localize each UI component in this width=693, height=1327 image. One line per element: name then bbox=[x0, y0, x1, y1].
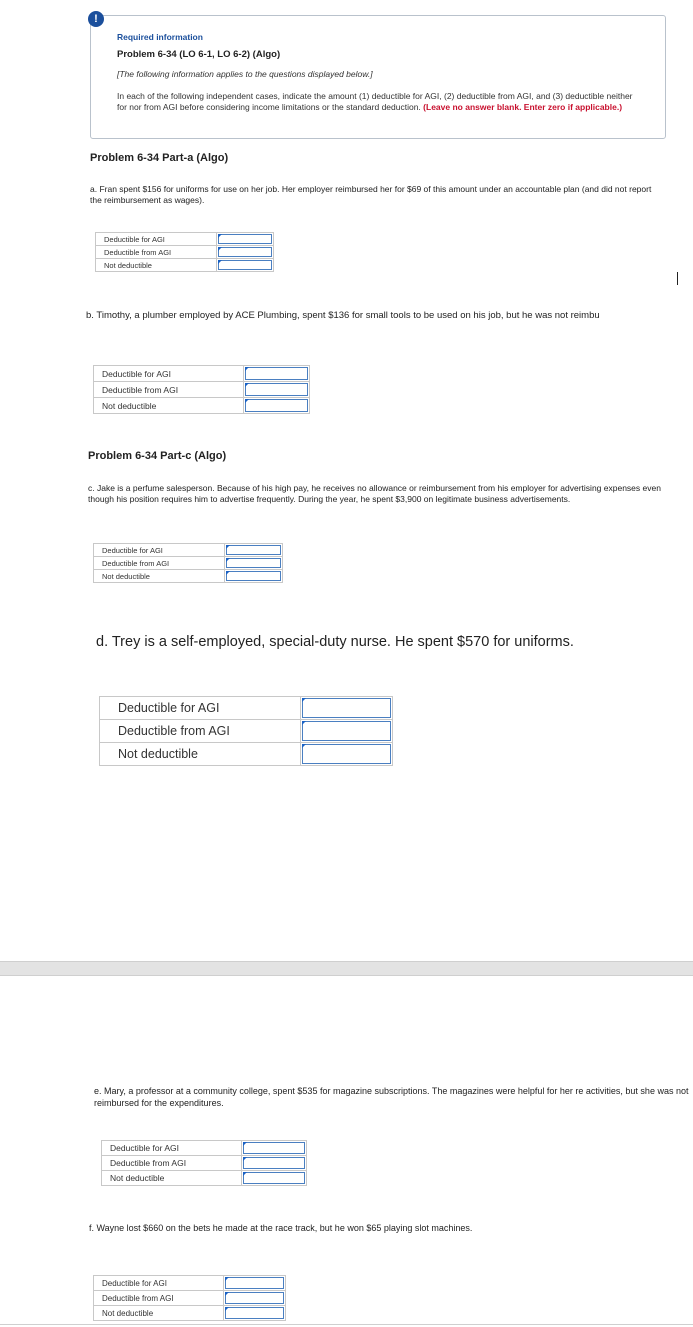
row-label-not-deductible: Not deductible bbox=[102, 1171, 242, 1186]
part-d-input-not-deductible[interactable] bbox=[301, 743, 393, 766]
row-label-deductible-from-agi: Deductible from AGI bbox=[100, 720, 301, 743]
part-e-answer-table bbox=[101, 1140, 307, 1186]
row-label-deductible-for-agi: Deductible for AGI bbox=[94, 544, 225, 557]
part-a-heading: Problem 6-34 Part-a (Algo) bbox=[90, 152, 229, 164]
part-a-input-from-agi[interactable] bbox=[217, 246, 274, 259]
input-box[interactable] bbox=[226, 571, 281, 581]
row-label-not-deductible: Not deductible bbox=[94, 570, 225, 583]
part-e-question: e. Mary, a professor at a community college, spent $535 for magazine subscriptions. The magazines were helpful for her re activities, but she was not reimbursed for the expenditures. bbox=[94, 1086, 689, 1108]
part-d-input-from-agi[interactable] bbox=[301, 720, 393, 743]
input-box[interactable] bbox=[302, 721, 391, 741]
required-info-label: Required information bbox=[117, 32, 203, 42]
part-d-question: d. Trey is a self-employed, special-duty nurse. He spent $570 for uniforms. bbox=[96, 634, 574, 650]
part-f-question: f. Wayne lost $660 on the bets he made at the race track, but he won $65 playing slot machines. bbox=[89, 1223, 473, 1233]
part-e-input-not-deductible[interactable] bbox=[242, 1171, 307, 1186]
row-label-deductible-from-agi: Deductible from AGI bbox=[96, 246, 217, 259]
input-box[interactable] bbox=[245, 399, 308, 412]
input-box[interactable] bbox=[302, 744, 391, 764]
input-box[interactable] bbox=[302, 698, 391, 718]
row-label-deductible-from-agi: Deductible from AGI bbox=[94, 557, 225, 570]
part-a-question: a. Fran spent $156 for uniforms for use on her job. Her employer reimbursed her for $69 of this amount under an accountable plan (and did not report the reimbursement as wages). bbox=[90, 184, 652, 205]
row-label-deductible-from-agi: Deductible from AGI bbox=[102, 1156, 242, 1171]
row-label-deductible-for-agi: Deductible for AGI bbox=[94, 1276, 224, 1291]
instructions bbox=[117, 91, 637, 112]
part-c-answer-table bbox=[93, 543, 283, 583]
row-label-deductible-for-agi: Deductible for AGI bbox=[96, 233, 217, 246]
input-box[interactable] bbox=[218, 234, 272, 244]
row-label-deductible-from-agi: Deductible from AGI bbox=[94, 1291, 224, 1306]
part-c-question: c. Jake is a perfume salesperson. Because of his high pay, he receives no allowance or reimbursement from his employer for advertising expenses even though his position requires him to advertise frequently. During the year, he spent $3,900 on legitimate business advertisements. bbox=[88, 483, 661, 504]
part-a-input-for-agi[interactable] bbox=[217, 233, 274, 246]
info-note: [The following information applies to the questions displayed below.] bbox=[117, 69, 373, 79]
row-label-deductible-for-agi: Deductible for AGI bbox=[94, 366, 244, 382]
section-divider bbox=[0, 961, 693, 976]
part-c-input-from-agi[interactable] bbox=[225, 557, 283, 570]
input-box[interactable] bbox=[245, 367, 308, 380]
part-d-input-for-agi[interactable] bbox=[301, 697, 393, 720]
part-d-answer-table bbox=[99, 696, 393, 766]
text-cursor bbox=[677, 272, 678, 285]
input-box[interactable] bbox=[218, 247, 272, 257]
input-box[interactable] bbox=[218, 260, 272, 270]
part-f-input-for-agi[interactable] bbox=[224, 1276, 286, 1291]
input-box[interactable] bbox=[243, 1142, 305, 1154]
input-box[interactable] bbox=[243, 1157, 305, 1169]
part-b-input-for-agi[interactable] bbox=[244, 366, 310, 382]
row-label-deductible-for-agi: Deductible for AGI bbox=[100, 697, 301, 720]
part-c-heading: Problem 6-34 Part-c (Algo) bbox=[88, 450, 227, 462]
input-box[interactable] bbox=[226, 545, 281, 555]
input-box[interactable] bbox=[225, 1307, 284, 1319]
row-label-not-deductible: Not deductible bbox=[94, 398, 244, 414]
instructions-emphasis: (Leave no answer blank. Enter zero if applicable.) bbox=[423, 101, 623, 112]
row-label-deductible-from-agi: Deductible from AGI bbox=[94, 382, 244, 398]
part-e-input-for-agi[interactable] bbox=[242, 1141, 307, 1156]
part-f-answer-table bbox=[93, 1275, 286, 1321]
part-a-input-not-deductible[interactable] bbox=[217, 259, 274, 272]
part-e-input-from-agi[interactable] bbox=[242, 1156, 307, 1171]
part-b-answer-table bbox=[93, 365, 310, 414]
row-label-not-deductible: Not deductible bbox=[96, 259, 217, 272]
alert-icon: ! bbox=[88, 11, 104, 27]
input-box[interactable] bbox=[225, 1277, 284, 1289]
part-f-input-from-agi[interactable] bbox=[224, 1291, 286, 1306]
input-box[interactable] bbox=[225, 1292, 284, 1304]
problem-title: Problem 6-34 (LO 6-1, LO 6-2) (Algo) bbox=[117, 49, 281, 60]
part-b-input-not-deductible[interactable] bbox=[244, 398, 310, 414]
part-b-input-from-agi[interactable] bbox=[244, 382, 310, 398]
part-f-input-not-deductible[interactable] bbox=[224, 1306, 286, 1321]
part-b-question: b. Timothy, a plumber employed by ACE Plumbing, spent $136 for small tools to be used on his job, but he was not reimbu bbox=[86, 310, 600, 321]
part-c-input-for-agi[interactable] bbox=[225, 544, 283, 557]
part-c-input-not-deductible[interactable] bbox=[225, 570, 283, 583]
row-label-not-deductible: Not deductible bbox=[94, 1306, 224, 1321]
bottom-border bbox=[0, 1324, 693, 1325]
row-label-not-deductible: Not deductible bbox=[100, 743, 301, 766]
instructions-text: In each of the following independent cases, indicate the amount (1) deductible for AGI, (2) deductible from AGI, and (3) deductible neither for nor from AGI before considering income limitations or the standard deduction. bbox=[117, 91, 633, 112]
part-a-answer-table bbox=[95, 232, 274, 272]
input-box[interactable] bbox=[245, 383, 308, 396]
input-box[interactable] bbox=[226, 558, 281, 568]
row-label-deductible-for-agi: Deductible for AGI bbox=[102, 1141, 242, 1156]
input-box[interactable] bbox=[243, 1172, 305, 1184]
